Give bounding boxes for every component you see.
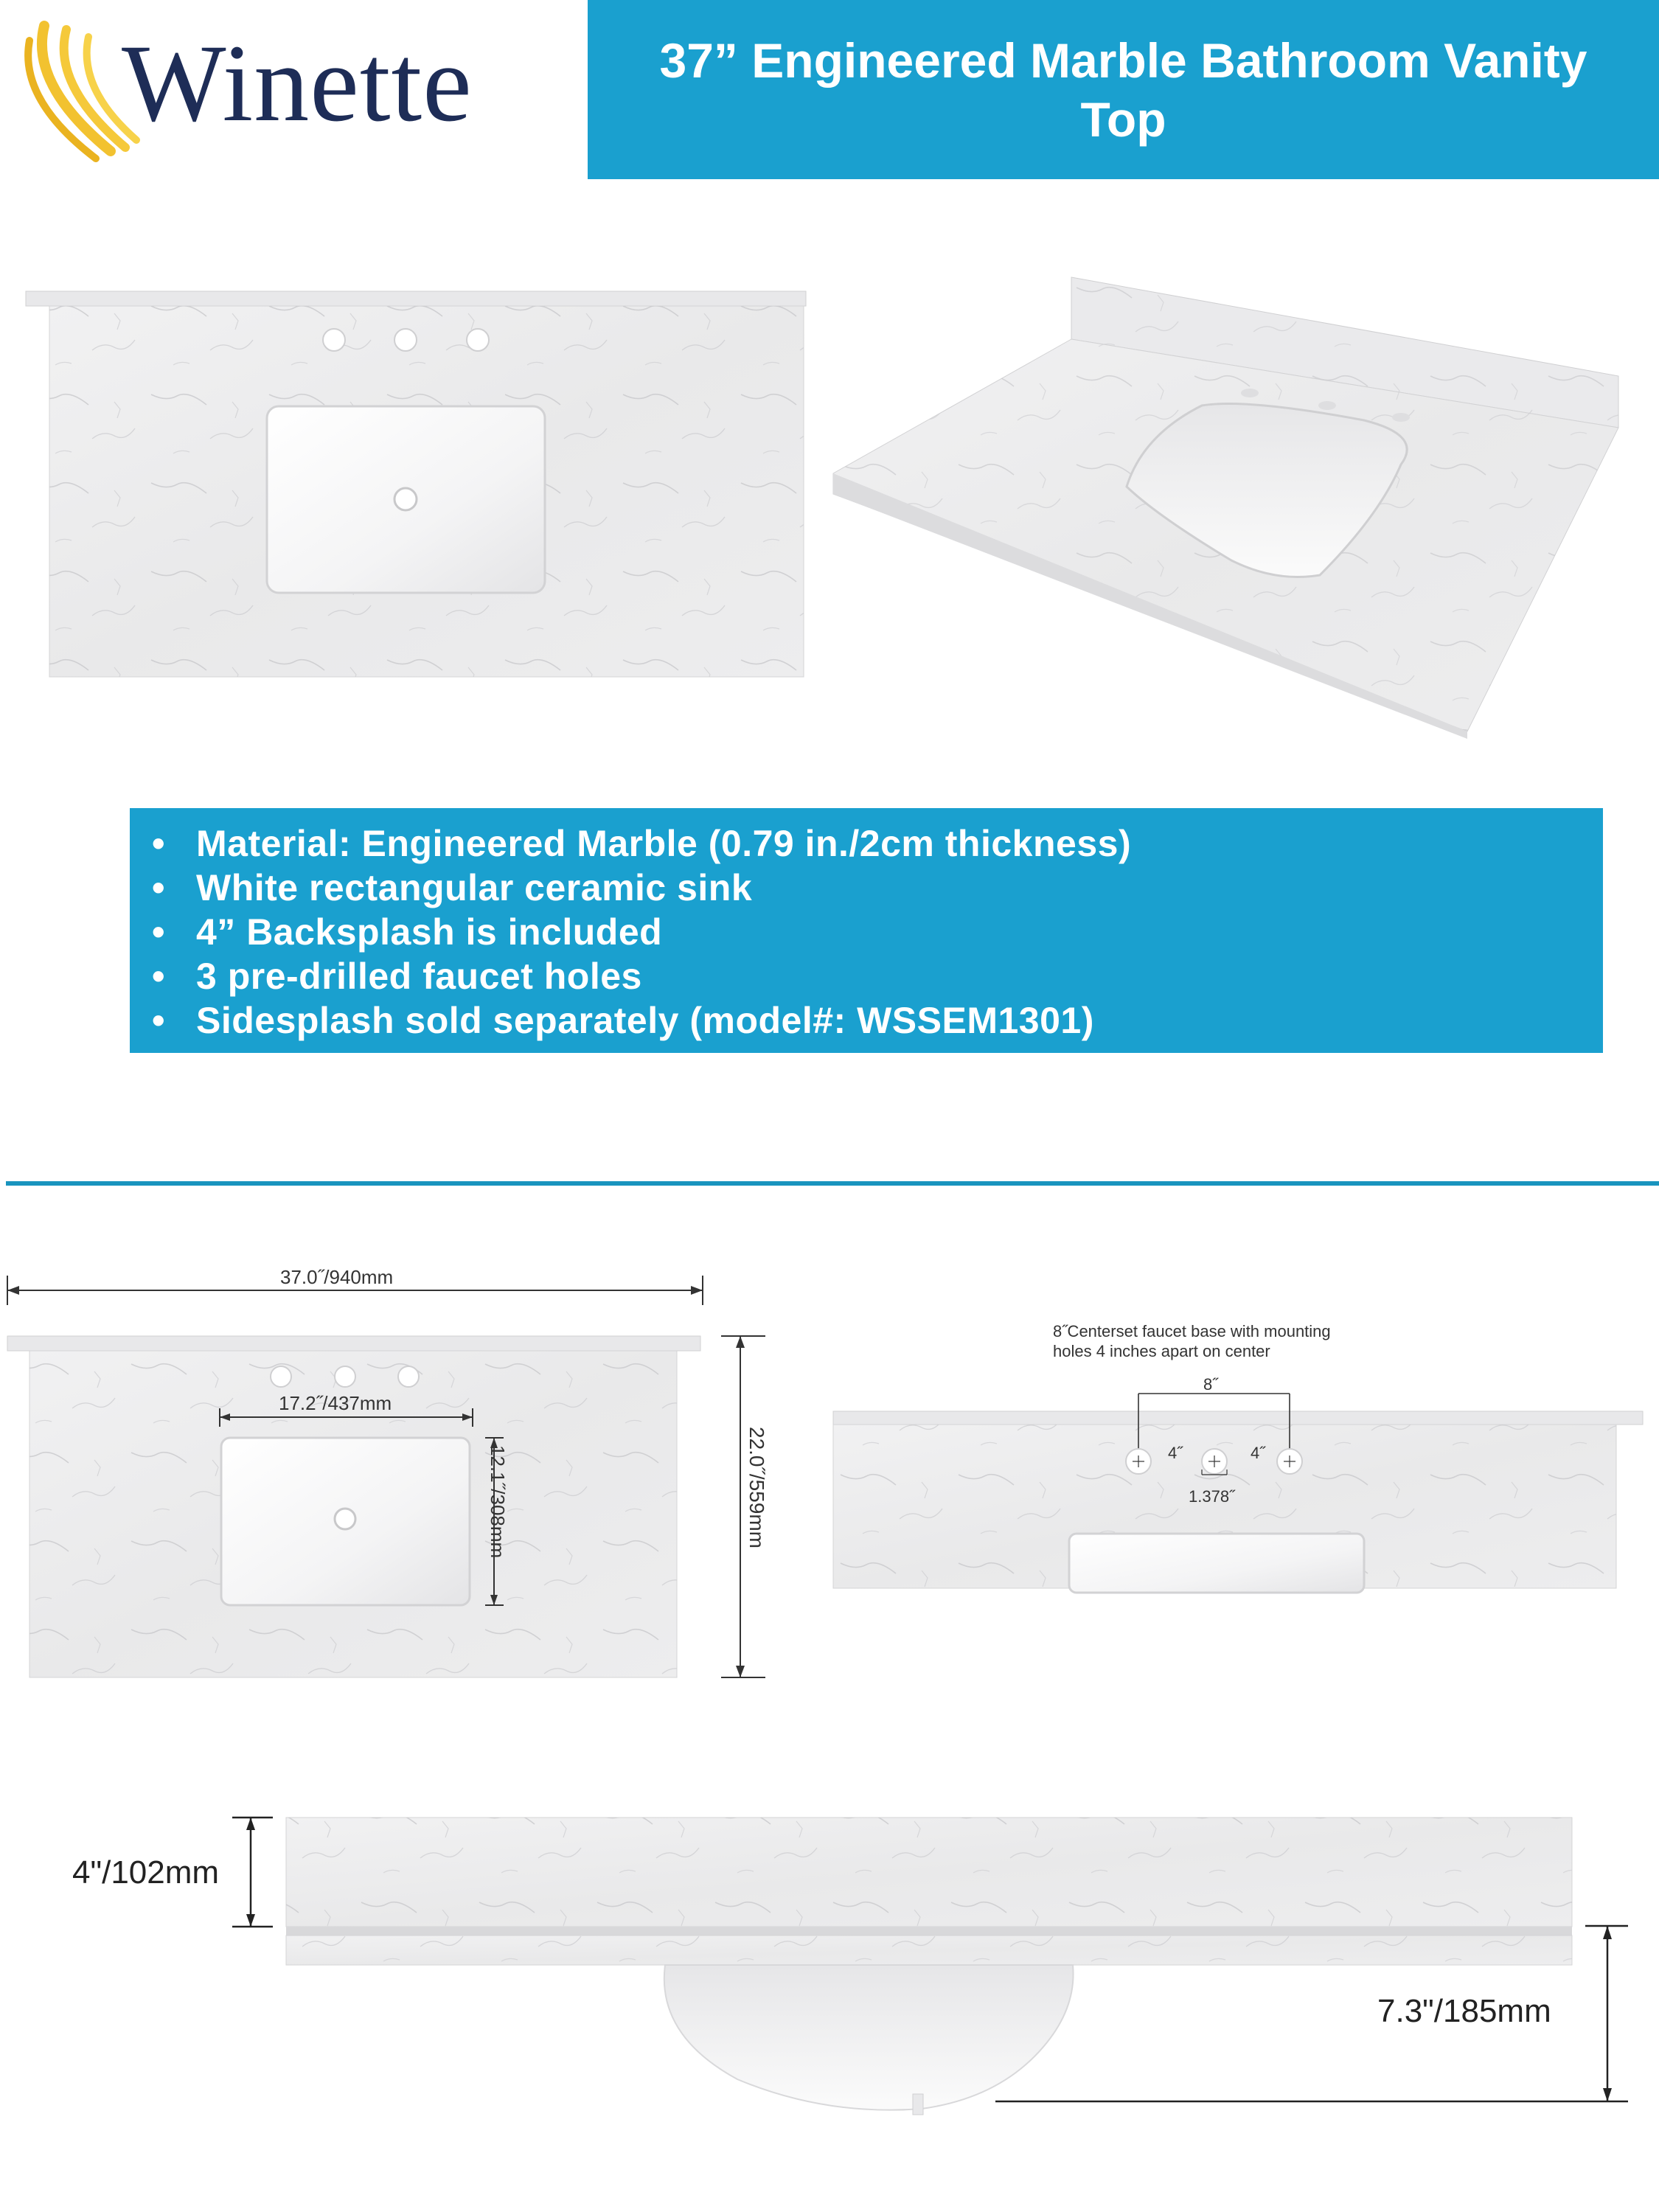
spec-item: • Material: Engineered Marble (0.79 in./2cm thickness) xyxy=(152,823,1132,864)
top-view-dimension-diagram xyxy=(6,1261,787,1659)
faucet-hole-right xyxy=(467,329,489,351)
sink-bowl-depth-label: 7.3"/185mm xyxy=(1377,1993,1551,2029)
header-banner xyxy=(588,0,1659,179)
overall-depth-label: 22.0˝/559mm xyxy=(745,1427,768,1548)
sink-width-label: 17.2˝/437mm xyxy=(279,1392,392,1414)
spec-item: • Sidesplash sold separately (model#: WSSEM1301) xyxy=(152,1000,1094,1041)
spec-material: Material: Engineered Marble (0.79 in./2cm thickness) xyxy=(196,823,1132,864)
spec-backsplash: 4” Backsplash is included xyxy=(196,911,663,953)
product-top-view-image xyxy=(26,291,807,678)
faucet-hole-center xyxy=(335,1366,355,1387)
spec-item: • 3 pre-drilled faucet holes xyxy=(152,956,642,997)
brand-logo xyxy=(0,0,588,177)
spec-faucet-holes: 3 pre-drilled faucet holes xyxy=(196,956,642,997)
sink-drain xyxy=(335,1509,355,1529)
faucet-left-spacing-label: 4˝ xyxy=(1168,1444,1183,1462)
faucet-hole-left xyxy=(271,1366,291,1387)
section-divider xyxy=(6,1181,1659,1186)
faucet-detail-diagram xyxy=(833,1371,1644,1644)
faucet-hole-size-label: 1.378˝ xyxy=(1189,1487,1235,1506)
faucet-hole-right xyxy=(398,1366,419,1387)
spec-item: • White rectangular ceramic sink xyxy=(152,867,753,908)
spec-sink: White rectangular ceramic sink xyxy=(196,867,753,908)
side-view-diagram xyxy=(0,1799,1622,2109)
faucet-hole-left xyxy=(323,329,345,351)
spec-item: • 4” Backsplash is included xyxy=(152,911,663,953)
page-title: 37” Engineered Marble Bathroom Vanity Top xyxy=(659,32,1587,147)
product-angled-view-image xyxy=(833,273,1630,745)
specs-list xyxy=(130,808,1603,1043)
faucet-note-line1: 8˝Centerset faucet base with mounting xyxy=(1053,1322,1331,1340)
sink-depth-label: 12.1˝/308mm xyxy=(487,1445,509,1559)
overall-width-label: 37.0˝/940mm xyxy=(280,1266,394,1288)
faucet-right-spacing-label: 4˝ xyxy=(1251,1444,1265,1462)
faucet-span-label: 8˝ xyxy=(1203,1375,1218,1394)
specs-box xyxy=(130,808,1603,1053)
brand-name: Winette xyxy=(122,22,473,145)
spec-sidesplash: Sidesplash sold separately (model#: WSSEM1301) xyxy=(196,1000,1094,1041)
sink-drain xyxy=(394,488,417,510)
faucet-hole-center xyxy=(394,329,417,351)
backsplash-height-label: 4"/102mm xyxy=(72,1854,220,1891)
faucet-note-line2: holes 4 inches apart on center xyxy=(1053,1342,1270,1360)
